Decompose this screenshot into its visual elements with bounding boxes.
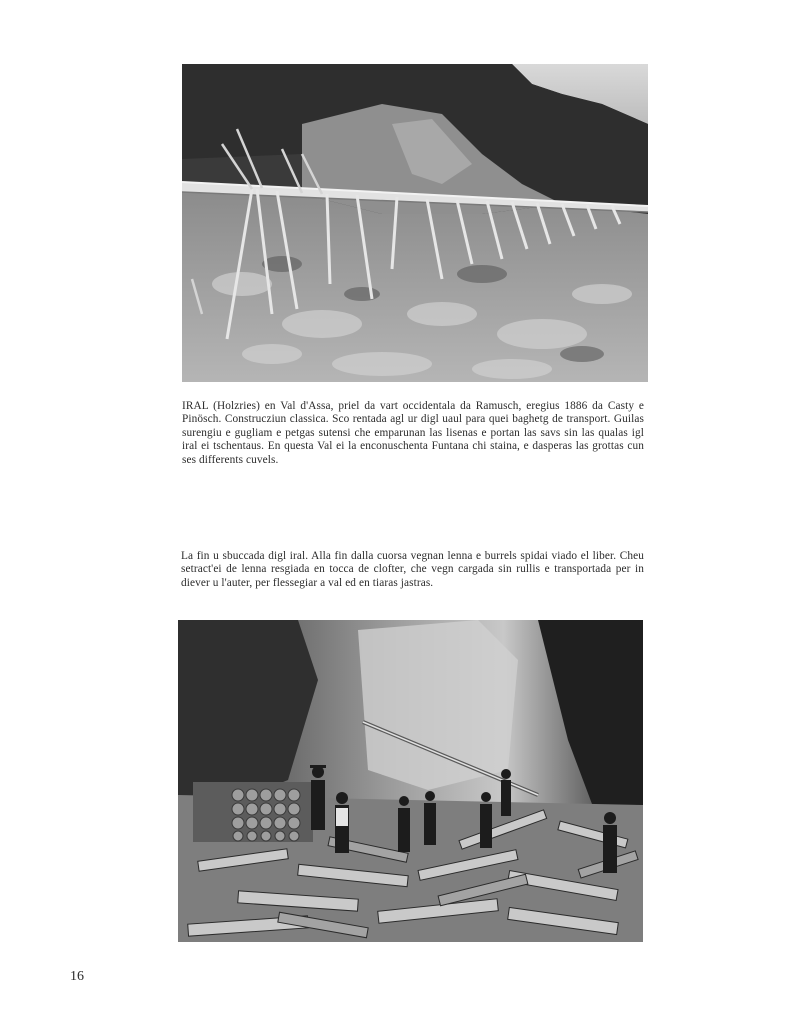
- log-pile-illustration: [178, 620, 643, 942]
- caption-log-pile: La fin u sbuccada digl iral. Alla fin dalla cuorsa vegnan lenna e burrels spidai viado el liber. Cheu setract'ei de lenna resgiada en tocca de clofter, che vegn cargada sin rullis e transportada per in diever u l'auter, per flessegiar a val ed en tiaras jastras.: [181, 550, 644, 589]
- log-flume-illustration: [182, 64, 648, 382]
- caption-log-flume: IRAL (Holzries) en Val d'Assa, priel da vart occidentala da Ramusch, eregius 1886 da Casty e Pinösch. Construcziun classica. Sco rentada agl ur digl uaul para quei baghetg de transport. Guilas surengiu e gugliam e petgas sutensi che emparunan las lisenas e portan las savs sin las qualas igl iral ei tschentaus. En questa Val ei la enconuschenta Funtana chi staina, e dasperas las grottas cun ses differents cuvels.: [182, 400, 644, 466]
- page-number: 16: [70, 969, 84, 984]
- photo-log-pile: [178, 620, 643, 942]
- photo-log-flume: [182, 64, 648, 382]
